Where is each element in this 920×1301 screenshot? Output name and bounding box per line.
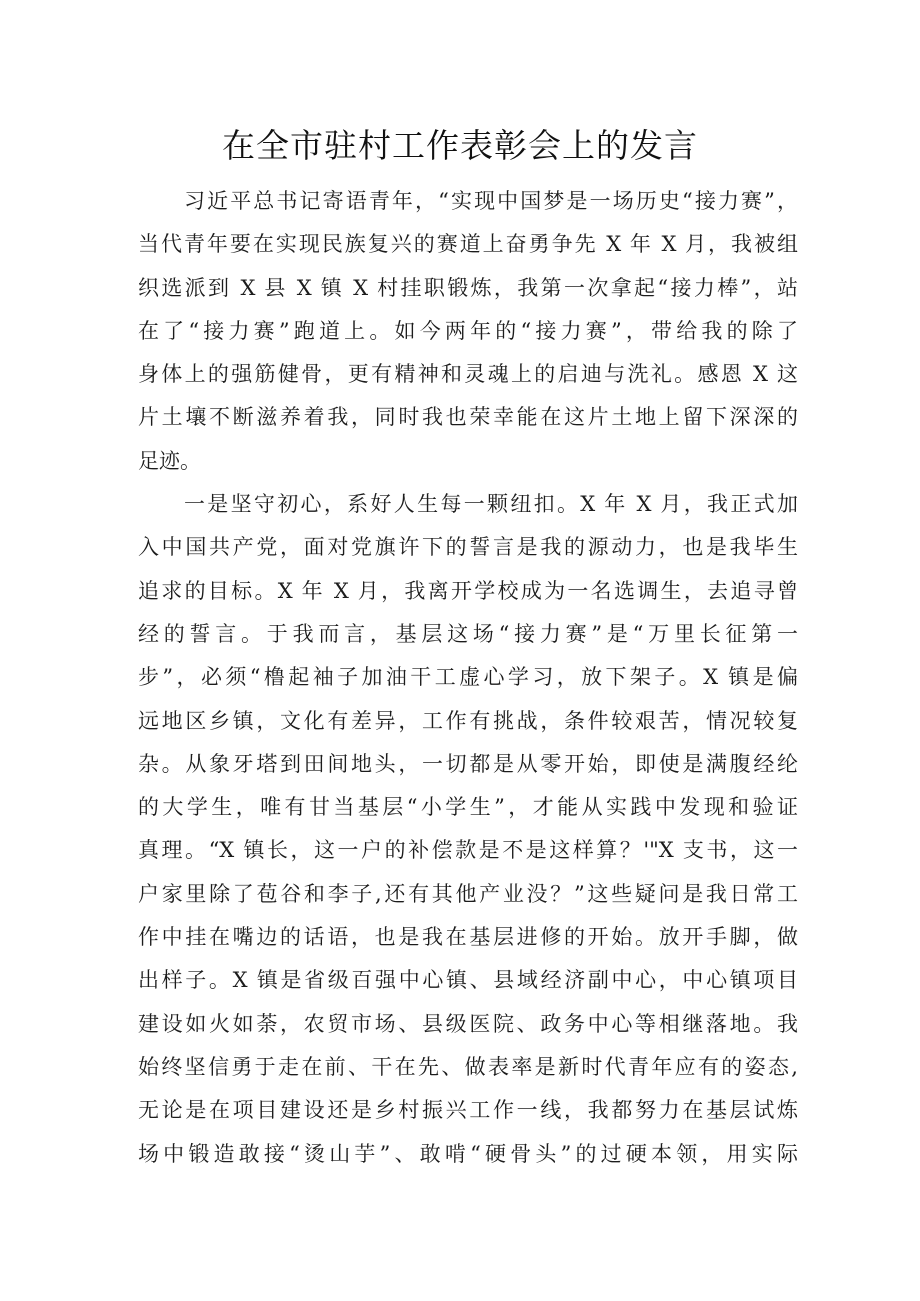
- text-line: 场中锻造敢接“烫山芋”、敢啃“硬骨头”的过硬本领，用实际: [138, 1141, 798, 1166]
- text-line: 出样子。X 镇是省级百强中心镇、县域经济副中心，中心镇项目: [138, 968, 798, 993]
- paragraph-2: [138, 483, 798, 1176]
- text-line: 入中国共产党，面对党旗许下的誓言是我的源动力，也是我毕生: [138, 535, 798, 560]
- text-line: 户家里除了苞谷和李子,还有其他产业没？”这些疑问是我日常工: [138, 881, 798, 906]
- text-line: 经的誓言。于我而言，基层这场“接力赛”是“万里长征第一: [138, 621, 798, 646]
- text-line: 片土壤不断滋养着我，同时我也荣幸能在这片土地上留下深深的: [138, 405, 798, 430]
- text-line: 步”，必须“橹起袖子加油干工虚心学习，放下架子。X 镇是偏: [138, 665, 798, 690]
- text-line: 建设如火如荼，农贸市场、县级医院、政务中心等相继落地。我: [138, 1011, 798, 1036]
- text-line: 一是坚守初心，系好人生每一颗纽扣。X 年 X 月，我正式加: [184, 492, 798, 517]
- text-line: 足迹。: [138, 448, 201, 473]
- text-line: 真理。“X 镇长，这一户的补偿款是不是这样算？'"X 支书，这一: [138, 838, 798, 863]
- paragraph-1: [138, 180, 798, 483]
- text-line: 的大学生，唯有甘当基层“小学生”，才能从实践中发现和验证: [138, 795, 798, 820]
- document-body: [138, 180, 798, 1176]
- text-line: 织选派到 X 县 X 镇 X 村挂职锻炼，我第一次拿起“接力棒”，站: [138, 275, 798, 300]
- document-title: 在全市驻村工作表彰会上的发言: [222, 126, 698, 165]
- text-line: 杂。从象牙塔到田间地头，一切都是从零开始，即使是满腹经纶: [138, 751, 798, 776]
- text-line: 身体上的强筋健骨，更有精神和灵魂上的启迪与洗礼。感恩 X 这: [138, 362, 798, 387]
- text-line: 习近平总书记寄语青年，“实现中国梦是一场历史“接力赛”，: [184, 189, 798, 213]
- text-line: 远地区乡镇，文化有差异，工作有挑战，条件较艰苦，情况较复: [138, 708, 798, 733]
- text-line: 在了“接力赛”跑道上。如今两年的“接力赛”，带给我的除了: [138, 318, 798, 343]
- text-line: 作中挂在嘴边的话语，也是我在基层进修的开始。放开手脚，做: [138, 925, 798, 950]
- text-line: 当代青年要在实现民族复兴的赛道上奋勇争先 X 年 X 月，我被组: [138, 232, 798, 257]
- text-line: 无论是在项目建设还是乡村振兴工作一线，我都努力在基层试炼: [138, 1098, 798, 1123]
- text-line: 始终坚信勇于走在前、干在先、做表率是新时代青年应有的姿态,: [138, 1054, 798, 1079]
- text-line: 追求的目标。X 年 X 月，我离开学校成为一名选调生，去追寻曾: [138, 578, 798, 603]
